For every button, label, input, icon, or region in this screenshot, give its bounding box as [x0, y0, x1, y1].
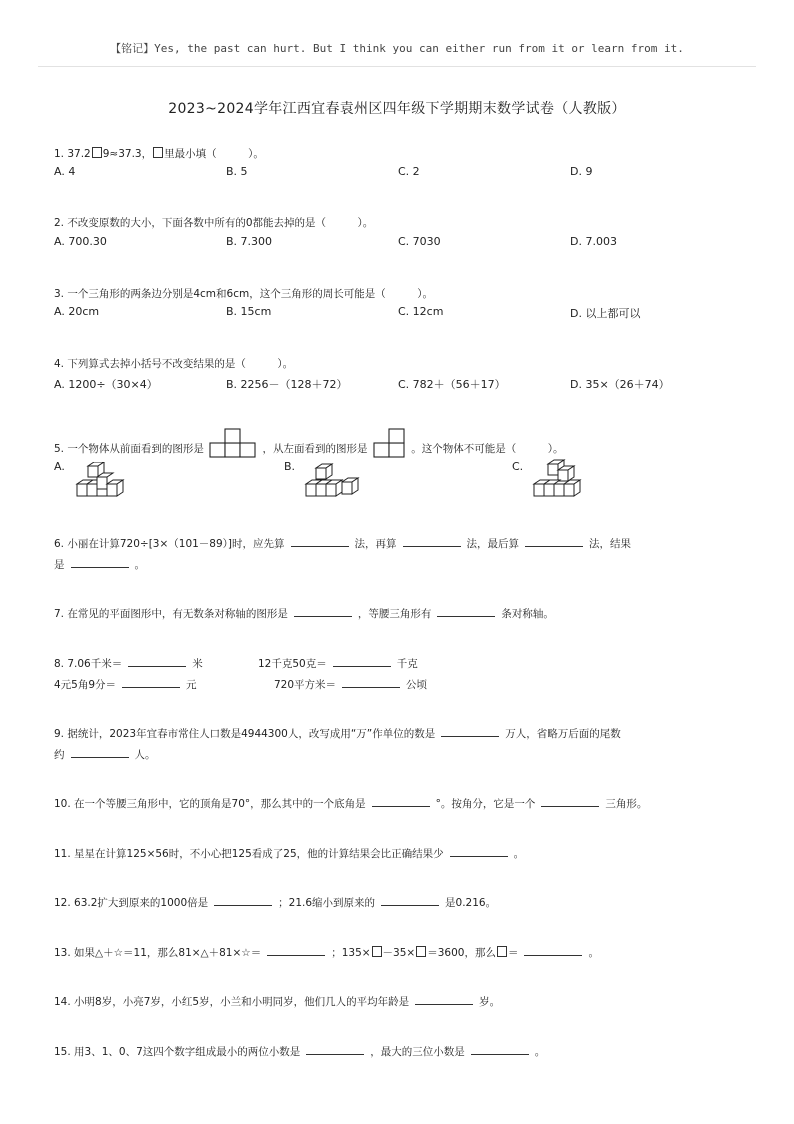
question-11: 11. 星星在计算125×56时，不小心把125看成了25，他的计算结果会比正确结果少 。 [54, 848, 525, 860]
question-2-option-c[interactable]: C. 7030 [398, 235, 441, 248]
question-1-stem: 1. 37.2 9≈37.3， 里最小填（ ）。 [54, 148, 264, 160]
blank-box-icon [153, 147, 163, 158]
answer-blank[interactable] [524, 946, 582, 956]
question-4-option-b[interactable]: B. 2256－（128＋72） [226, 378, 348, 391]
question-3-option-c[interactable]: C. 12cm [398, 305, 444, 318]
blank-box-icon [372, 946, 382, 957]
answer-blank[interactable] [541, 797, 599, 807]
question-8-a: 8. 7.06千米＝ 米 [54, 658, 203, 670]
answer-blank[interactable] [333, 657, 391, 667]
answer-blank[interactable] [214, 896, 272, 906]
answer-blank[interactable] [441, 727, 499, 737]
answer-blank[interactable] [403, 537, 461, 547]
question-1-option-a[interactable]: A. 4 [54, 165, 76, 178]
answer-blank[interactable] [415, 995, 473, 1005]
header-motto: 【铭记】Yes, the past can hurt. But I think you can either run from it or learn from it. [110, 42, 684, 55]
question-5-option-a[interactable]: A. [54, 460, 65, 473]
question-2-option-d[interactable]: D. 7.003 [570, 235, 617, 248]
answer-blank[interactable] [294, 607, 352, 617]
question-4-option-d[interactable]: D. 35×（26＋74） [570, 378, 670, 391]
question-5-stem: 5. 一个物体从前面看到的图形是 ，从左面看到的图形是 。这个物体不可能是（ ）。 [54, 428, 563, 458]
blank-box-icon [416, 946, 426, 957]
question-7: 7. 在常见的平面图形中，有无数条对称轴的图形是 ，等腰三角形有 条对称轴。 [54, 608, 554, 620]
answer-blank[interactable] [381, 896, 439, 906]
blank-box-icon [497, 946, 507, 957]
question-6-line-1: 6. 小丽在计算720÷[3×（101－89）]时，应先算 法，再算 法，最后算 法，结果 [54, 538, 632, 550]
question-8-d: 720平方米＝ 公顷 [274, 679, 428, 691]
answer-blank[interactable] [267, 946, 325, 956]
question-9-line-1: 9. 据统计，2023年宜春市常住人口数是4944300人，改写成用“万”作单位的数是 万人，省略万后面的尾数 [54, 728, 621, 740]
left-view-figure [373, 428, 406, 458]
answer-blank[interactable] [342, 678, 400, 688]
question-2-option-a[interactable]: A. 700.30 [54, 235, 107, 248]
question-6-line-2: 是 。 [54, 559, 145, 571]
header-divider [38, 66, 756, 67]
option-b-cube-figure [302, 462, 366, 502]
question-3-option-d[interactable]: D. 以上都可以 [570, 307, 641, 320]
page-title: 2023~2024学年江西宜春袁州区四年级下学期期末数学试卷（人教版） [168, 101, 626, 117]
answer-blank[interactable] [471, 1045, 529, 1055]
question-4-stem: 4. 下列算式去掉小括号不改变结果的是（ ）。 [54, 358, 294, 370]
answer-blank[interactable] [71, 748, 129, 758]
question-10: 10. 在一个等腰三角形中，它的顶角是70°，那么其中的一个底角是 °。按角分，它是一个 三角形。 [54, 798, 648, 810]
question-12: 12. 63.2扩大到原来的1000倍是 ；21.6缩小到原来的 是0.216。 [54, 897, 497, 909]
front-view-figure [209, 428, 257, 458]
question-3-option-a[interactable]: A. 20cm [54, 305, 100, 318]
question-15: 15. 用3、1、0、7这四个数字组成最小的两位小数是 ，最大的三位小数是 。 [54, 1046, 546, 1058]
question-5-option-b[interactable]: B. [284, 460, 296, 473]
question-9-line-2: 约 人。 [54, 749, 156, 761]
question-1-option-d[interactable]: D. 9 [570, 165, 593, 178]
question-2-option-b[interactable]: B. 7.300 [226, 235, 273, 248]
option-a-cube-figure [72, 462, 130, 502]
blank-box-icon [92, 147, 102, 158]
question-5-option-c[interactable]: C. [512, 460, 524, 473]
question-3-option-b[interactable]: B. 15cm [226, 305, 272, 318]
answer-blank[interactable] [306, 1045, 364, 1055]
answer-blank[interactable] [450, 847, 508, 857]
question-2-stem: 2. 不改变原数的大小，下面各数中所有的0都能去掉的是（ ）。 [54, 217, 374, 229]
question-1-option-c[interactable]: C. 2 [398, 165, 420, 178]
answer-blank[interactable] [437, 607, 495, 617]
question-8-c: 4元5角9分＝ 元 [54, 679, 197, 691]
question-3-stem: 3. 一个三角形的两条边分别是4cm和6cm，这个三角形的周长可能是（ ）。 [54, 288, 433, 300]
option-c-cube-figure [528, 458, 592, 502]
question-13: 13. 如果△＋☆＝11，那么81×△＋81×☆＝ ；135× －35× ＝3600，那么 ＝ 。 [54, 947, 599, 959]
answer-blank[interactable] [525, 537, 583, 547]
answer-blank[interactable] [122, 678, 180, 688]
question-14: 14. 小明8岁，小亮7岁，小红5岁，小兰和小明同岁，他们几人的平均年龄是 岁。 [54, 996, 501, 1008]
question-4-option-a[interactable]: A. 1200÷（30×4） [54, 378, 158, 391]
question-1-option-b[interactable]: B. 5 [226, 165, 248, 178]
answer-blank[interactable] [71, 558, 129, 568]
answer-blank[interactable] [291, 537, 349, 547]
question-8-b: 12千克50克＝ 千克 [258, 658, 418, 670]
question-4-option-c[interactable]: C. 782＋（56＋17） [398, 378, 506, 391]
answer-blank[interactable] [372, 797, 430, 807]
answer-blank[interactable] [128, 657, 186, 667]
